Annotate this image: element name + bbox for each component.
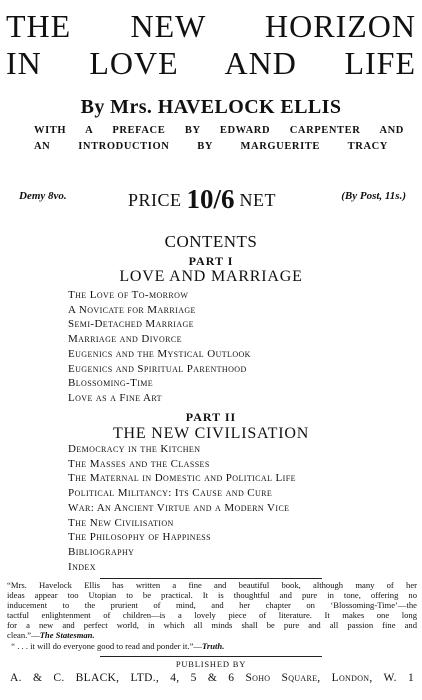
- part-1-title: LOVE AND MARRIAGE: [119, 268, 303, 285]
- quote-line: tactful enlightenment of children—is a lovely piece of literature. It makes one long: [7, 610, 417, 621]
- preface-line-1: WITH A PREFACE BY EDWARD CARPENTER AND: [34, 125, 404, 136]
- divider: [100, 656, 322, 657]
- quote-line: for a new and perfect world, in which all minds shall be pure and all passion fine and: [7, 620, 417, 631]
- chapter-item: Political Militancy: Its Cause and Cure: [68, 487, 273, 500]
- divider: [100, 578, 322, 579]
- quote-line: ideas appear too Utopian to be practical. It is thoughtful and pure in tone, offering no: [7, 590, 417, 601]
- preface-line-2: AN INTRODUCTION BY MARGUERITE TRACY: [34, 141, 388, 152]
- chapter-item: Bibliography: [68, 545, 135, 558]
- part-2-title: THE NEW CIVILISATION: [112, 425, 310, 442]
- author-line: By Mrs. HAVELOCK ELLIS: [80, 96, 342, 118]
- quote-text: “ . . . it will do everyone good to read and ponder it.”—: [11, 640, 202, 651]
- chapter-item: Marriage and Divorce: [68, 333, 182, 346]
- part-2-chapter-list: [68, 442, 418, 574]
- chapter-item: Index: [68, 560, 96, 573]
- chapter-item: The New Civilisation: [68, 516, 174, 529]
- chapter-item: The Love of To-morrow: [68, 289, 189, 301]
- part-1-chapter-list: [68, 288, 418, 406]
- postage-note: (By Post, 11s.): [341, 190, 406, 202]
- chapter-item: The Philosophy of Happiness: [68, 531, 211, 544]
- published-by-label: PUBLISHED BY: [175, 659, 247, 669]
- price-prefix: PRICE: [128, 190, 182, 210]
- quote-line: [7, 641, 417, 651]
- price-label: [128, 182, 276, 213]
- book-title-line-2: IN LOVE AND LIFE: [6, 45, 416, 81]
- review-quote: [7, 580, 417, 651]
- chapter-item: A Novicate for Marriage: [68, 303, 196, 316]
- price-row: [0, 175, 422, 214]
- price-suffix: NET: [239, 190, 277, 210]
- chapter-item: Democracy in the Kitchen: [68, 443, 201, 455]
- chapter-item: Blossoming-Time: [68, 377, 154, 390]
- quote-text: clean.”—: [7, 630, 40, 641]
- publisher-address: A. & C. BLACK, LTD., 4, 5 & 6 Soho Square, London, W. 1: [10, 672, 414, 684]
- quote-line: inducement to the prurient of mind, and her chapter on ‘Blossoming-Time’—the: [7, 600, 417, 611]
- part-1-label: PART I: [188, 254, 234, 268]
- contents-heading: CONTENTS: [164, 232, 258, 251]
- book-title-line-1: THE NEW HORIZON: [6, 8, 416, 44]
- quote-line: “Mrs. Havelock Ellis has written a fine and beautiful book, although many of her: [7, 580, 417, 590]
- part-2-label: PART II: [185, 410, 237, 424]
- chapter-item: War: An Ancient Virtue and a Modern Vice: [68, 501, 290, 514]
- chapter-item: Eugenics and the Mystical Outlook: [68, 347, 251, 360]
- price-value: 10/6: [186, 184, 235, 214]
- chapter-item: Semi-Detached Marriage: [68, 318, 194, 331]
- chapter-item: The Maternal in Domestic and Political Life: [68, 472, 296, 485]
- quote-line: [7, 630, 417, 640]
- chapter-item: Love as a Fine Art: [68, 391, 162, 404]
- quote-source: Truth.: [201, 640, 225, 651]
- chapter-item: The Masses and the Classes: [68, 457, 210, 470]
- chapter-item: Eugenics and Spiritual Parenthood: [68, 362, 247, 375]
- format-label: Demy 8vo.: [19, 190, 67, 202]
- quote-source: The Statesman.: [39, 630, 95, 641]
